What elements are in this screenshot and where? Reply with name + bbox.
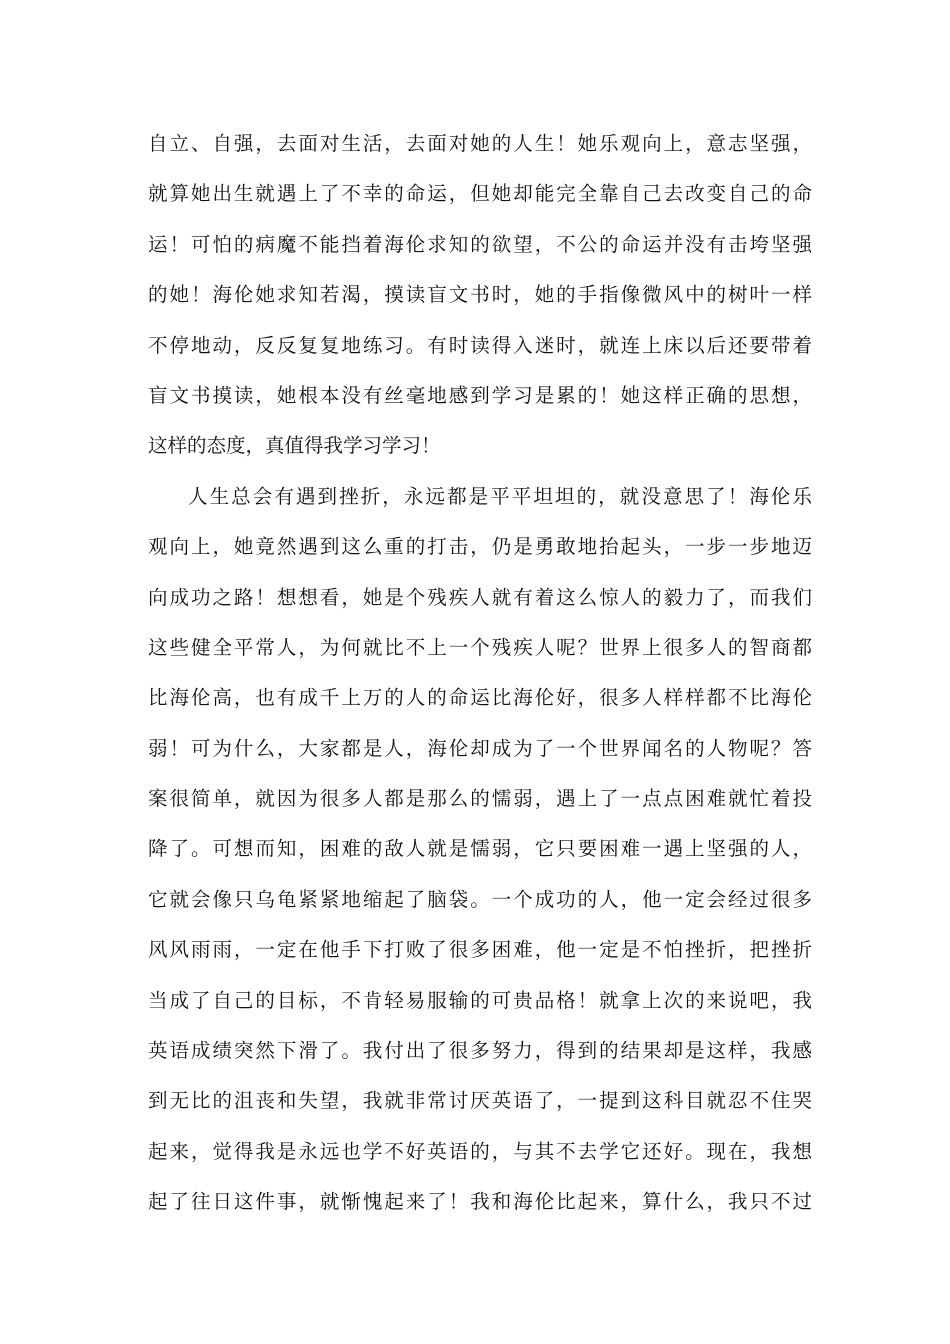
text-line: 英语成绩突然下滑了。我付出了很多努力，得到的结果却是这样，我感 xyxy=(148,1039,812,1063)
text-line: 起了往日这件事，就惭愧起来了！我和海伦比起来，算什么，我只不过 xyxy=(148,1190,812,1214)
text-line: 到无比的沮丧和失望，我就非常讨厌英语了，一提到这科目就忍不住哭 xyxy=(148,1089,812,1113)
text-line: 风风雨雨，一定在他手下打败了很多困难，他一定是不怕挫折，把挫折 xyxy=(148,938,812,962)
text-line: 当成了自己的目标，不肯轻易服输的可贵品格！就拿上次的来说吧，我 xyxy=(148,988,812,1012)
text-line: 弱！可为什么，大家都是人，海伦却成为了一个世界闻名的人物呢？答 xyxy=(148,736,812,760)
body-text xyxy=(148,119,812,1228)
paragraph xyxy=(148,472,812,1228)
text-line: 起来，觉得我是永远也学不好英语的，与其不去学它还好。现在，我想 xyxy=(148,1139,812,1163)
text-line: 降了。可想而知，困难的敌人就是懦弱，它只要困难一遇上坚强的人， xyxy=(148,837,812,861)
text-line: 这些健全平常人，为何就比不上一个残疾人呢？世界上很多人的智商都 xyxy=(148,635,812,659)
text-line: 案很简单，就因为很多人都是那么的懦弱，遇上了一点点困难就忙着投 xyxy=(148,787,812,811)
text-line: 观向上，她竟然遇到这么重的打击，仍是勇敢地抬起头，一步一步地迈 xyxy=(148,535,812,559)
text-line: 不停地动，反反复复地练习。有时读得入迷时，就连上床以后还要带着 xyxy=(148,333,812,357)
text-line: 就算她出生就遇上了不幸的命运，但她却能完全靠自己去改变自己的命 xyxy=(148,182,812,206)
paragraph xyxy=(148,119,812,472)
text-line: 的她！海伦她求知若渴，摸读盲文书时，她的手指像微风中的树叶一样 xyxy=(148,283,812,307)
text-line: 运！可怕的病魔不能挡着海伦求知的欲望，不公的命运并没有击垮坚强 xyxy=(148,232,812,256)
text-line: 盲文书摸读，她根本没有丝毫地感到学习是累的！她这样正确的思想， xyxy=(148,383,812,407)
text-line: 自立、自强，去面对生活，去面对她的人生！她乐观向上，意志坚强， xyxy=(148,132,812,155)
text-line: 它就会像只乌龟紧紧地缩起了脑袋。一个成功的人，他一定会经过很多 xyxy=(148,887,812,911)
text-line: 人生总会有遇到挫折，永远都是平平坦坦的，就没意思了！海伦乐 xyxy=(188,484,812,508)
text-line: 向成功之路！想想看，她是个残疾人就有着这么惊人的毅力了，而我们 xyxy=(148,585,812,609)
text-line: 比海伦高，也有成千上万的人的命运比海伦好，很多人样样都不比海伦 xyxy=(148,686,812,710)
text-line: 这样的态度，真值得我学习学习！ xyxy=(148,434,441,458)
